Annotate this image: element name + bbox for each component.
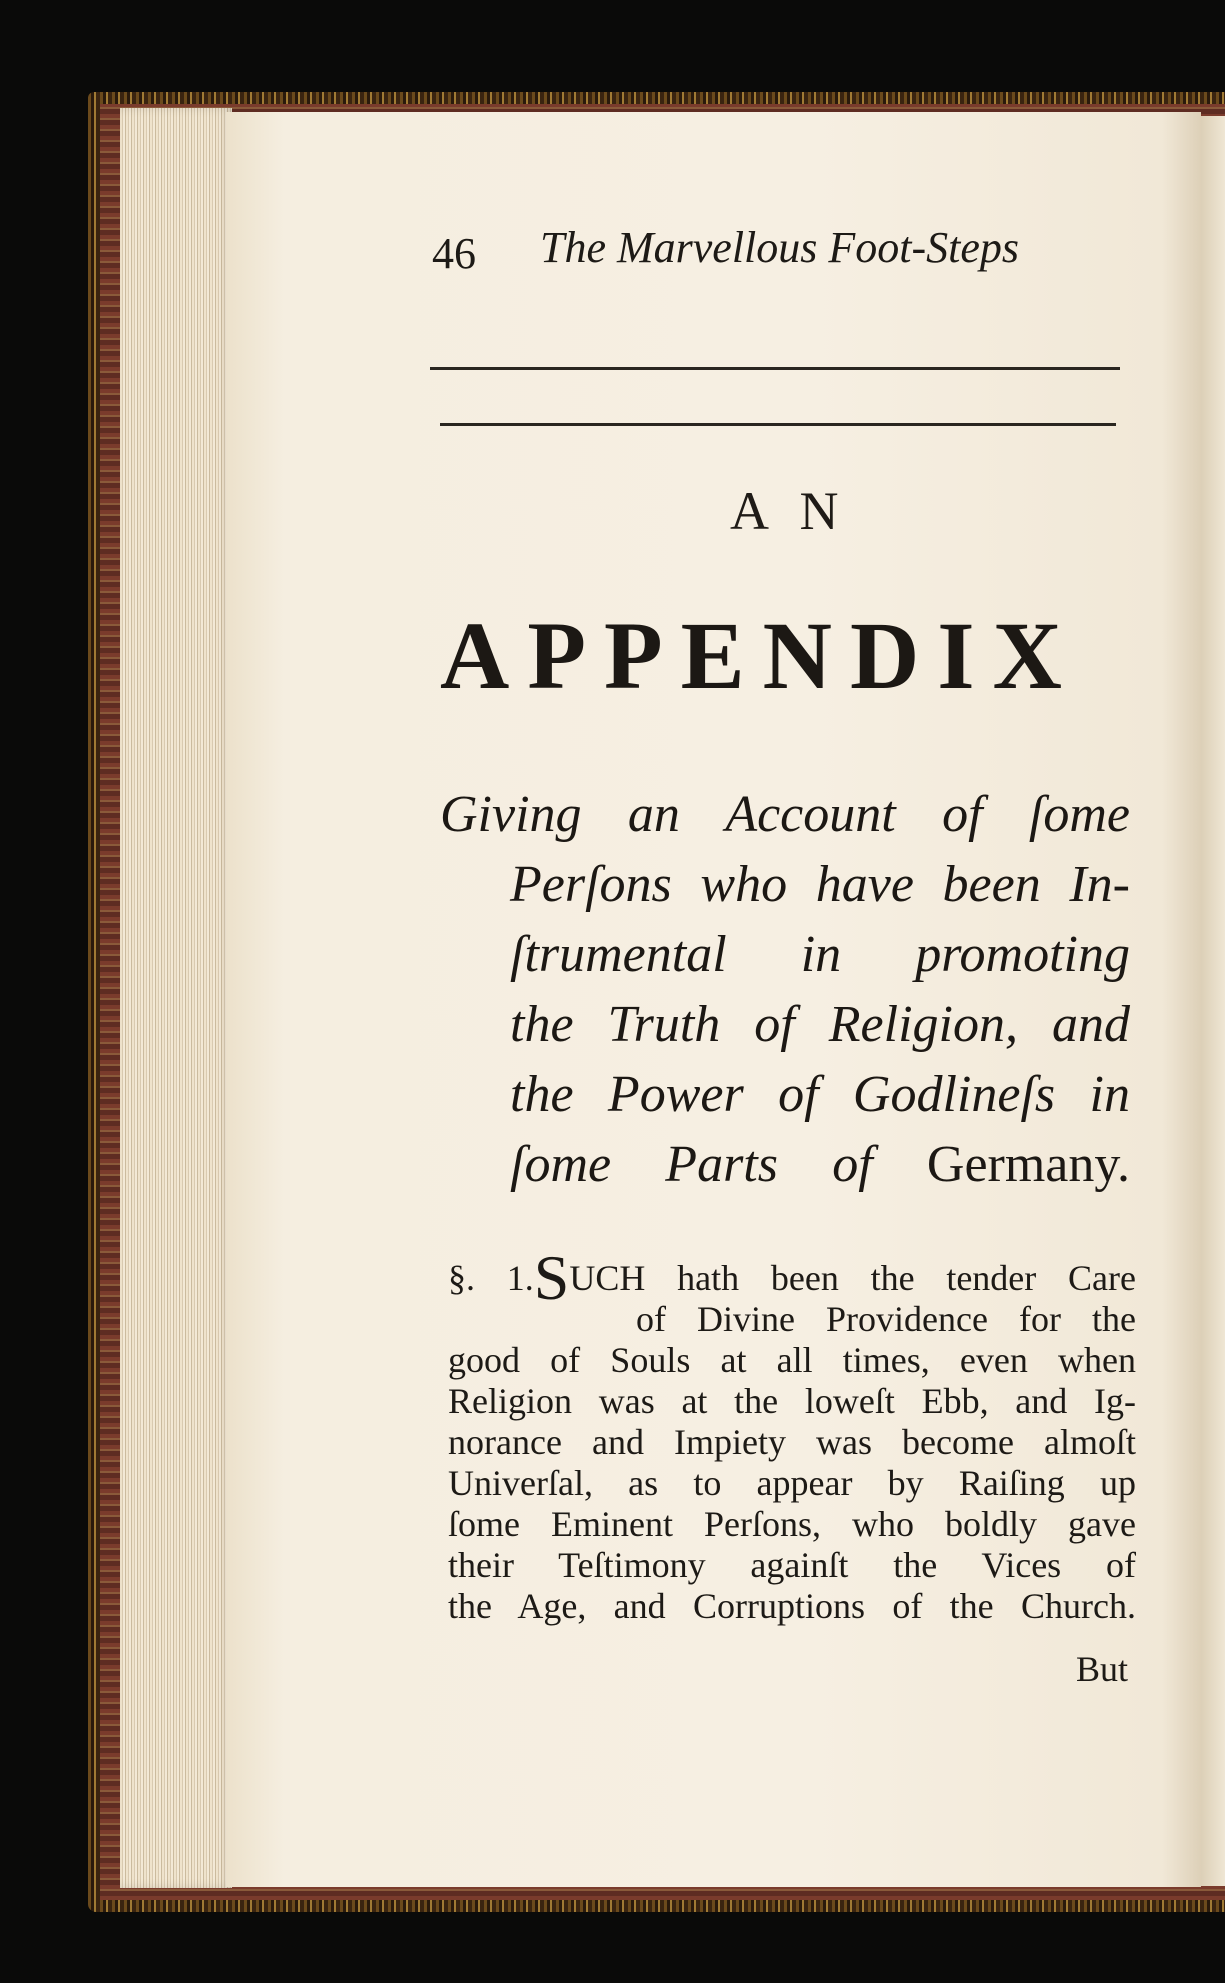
body-line: the Age, and Corruptions of the Church. [448,1586,1136,1626]
subtitle-line: ſtrumental in promoting [510,926,1130,983]
heading-an [0,480,1225,542]
heading-appendix: APPENDIX [440,602,1080,709]
top-rule [430,367,1120,370]
subtitle-line: Giving an Account of ſome [440,786,1130,843]
section-mark: §. 1. [448,1258,534,1298]
second-rule [440,423,1116,426]
body-line: Univerſal, as to appear by Raiſing up [448,1463,1136,1503]
body-line: Religion was at the loweſt Ebb, and Ig- [448,1381,1136,1421]
subtitle-last-line [440,1130,1130,1200]
body-line: their Teſtimony againſt the Vices of [448,1545,1136,1585]
drop-cap: S [533,1242,570,1313]
running-title: The Marvellous Foot-Steps [540,223,1020,272]
body-line: good of Souls at all times, even when [448,1340,1136,1380]
subtitle-line: the Power of Godlineſs in [510,1066,1130,1123]
subtitle-germany: Germany. [926,1136,1131,1193]
page-block-edges [120,108,232,1888]
running-head [432,222,1122,282]
page-number: 46 [432,229,476,278]
body-paragraph [448,1242,1136,1627]
body-line: of Divine Providence for the [636,1299,1136,1339]
body-line: ſome Eminent Perſons, who boldly gave [448,1504,1136,1544]
subtitle-line: Perſons who have been In- [510,856,1130,913]
catchword: But [1076,1649,1129,1689]
first-line-rest: UCH hath been the tender Care [569,1258,1136,1298]
subtitle-last-italic: ſome Parts of [510,1136,873,1193]
heading-an-text: A N [730,481,849,541]
body-line: norance and Impiety was become almoſt [448,1422,1136,1462]
subtitle [440,780,1130,1200]
subtitle-line: the Truth of Religion, and [510,996,1130,1053]
body-first-line [448,1242,1136,1313]
